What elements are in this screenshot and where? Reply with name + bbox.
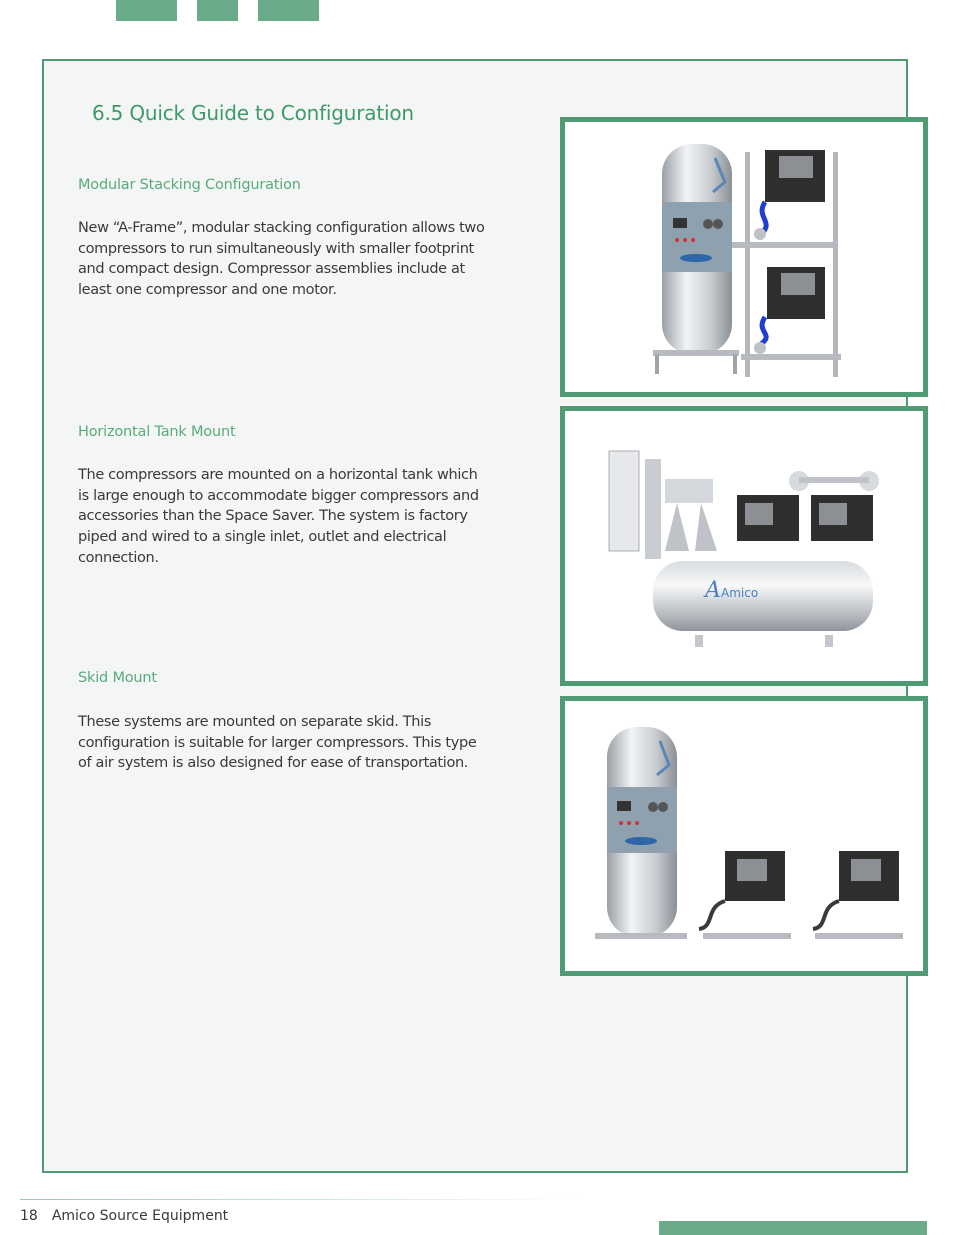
- section-text-skid: These systems are mounted on separate skid. This configuration is suitable for larger compressors. This type of air system is also designed for ease of transportation.: [78, 714, 477, 772]
- footer-doc-title: Amico Source Equipment: [51, 1208, 229, 1224]
- horizontal-tank-image: [560, 406, 928, 686]
- header-tab-1: [116, 0, 177, 21]
- modular-stacking-image: [560, 117, 928, 397]
- section-text-horizontal: The compressors are mounted on a horizontal tank which is large enough to accommodate bigger compressors and accessories than the Space Saver. The system is factory piped and wired to a single inlet, outlet and electrical connection.: [78, 467, 479, 566]
- page-number: 18: [20, 1208, 38, 1224]
- section-heading-skid: Skid Mount: [78, 670, 157, 686]
- section-heading-modular: Modular Stacking Configuration: [78, 177, 301, 193]
- footer: [20, 1208, 228, 1224]
- page-title: 6.5 Quick Guide to Configuration: [92, 101, 414, 125]
- footer-accent-bar: [659, 1221, 927, 1235]
- header-tab-2: [197, 0, 238, 21]
- skid-mount-illustration: [565, 701, 923, 971]
- modular-stacking-illustration: [565, 122, 923, 392]
- header-tab-3: [258, 0, 319, 21]
- section-text-modular: New “A-Frame”, modular stacking configuration allows two compressors to run simultaneously with smaller footprint and compact design. Compressor assemblies include at least one compressor and one motor.: [78, 220, 485, 299]
- skid-mount-image: [560, 696, 928, 976]
- amico-logo: A: [705, 578, 721, 603]
- footer-rule: [20, 1199, 580, 1200]
- horizontal-tank-illustration: [565, 411, 923, 681]
- section-heading-horizontal: Horizontal Tank Mount: [78, 424, 236, 440]
- amico-logo-text: Amico: [721, 586, 759, 600]
